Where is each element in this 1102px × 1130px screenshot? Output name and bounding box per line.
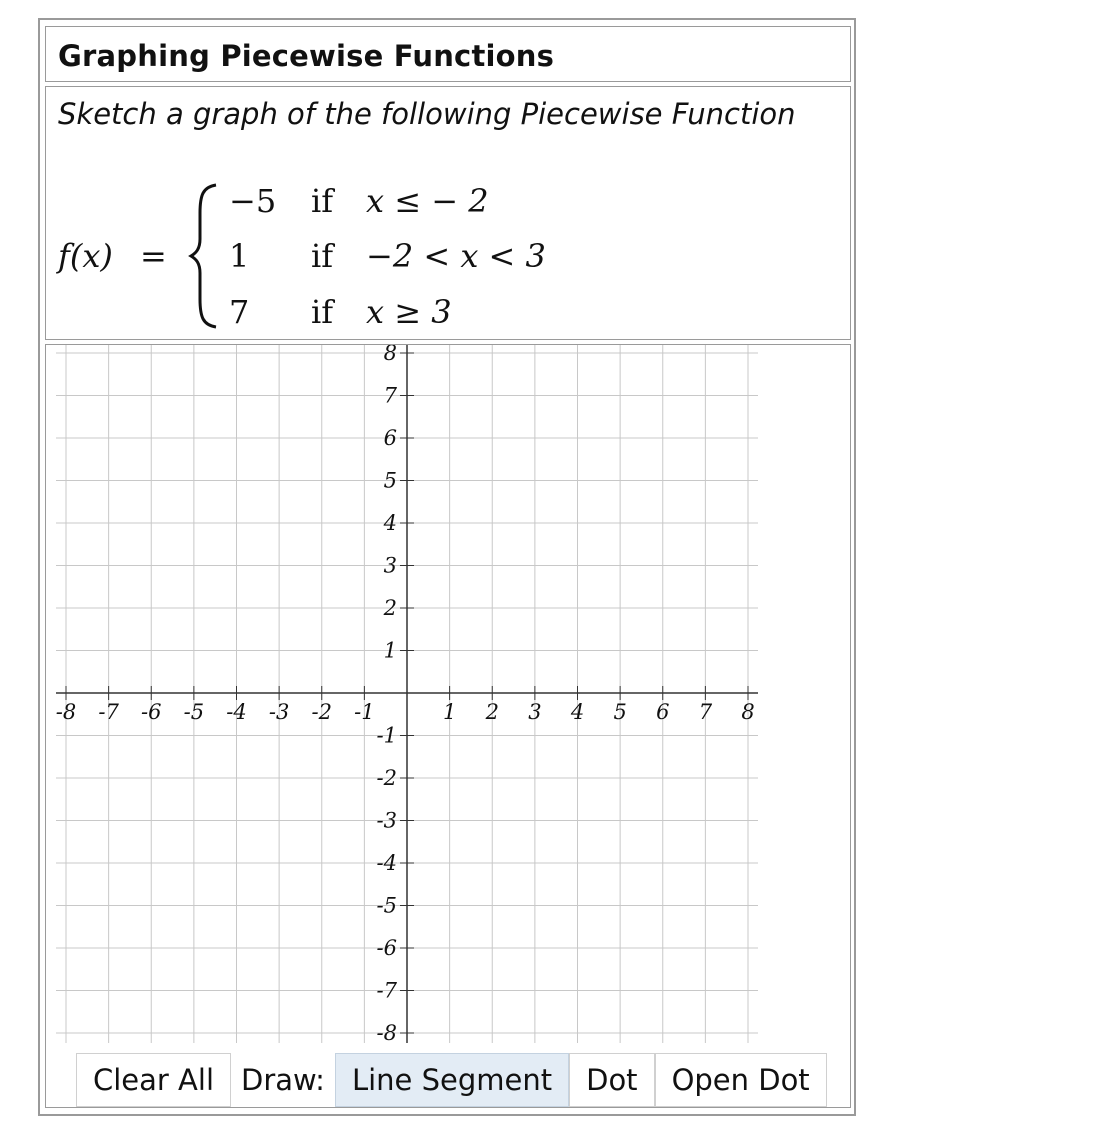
x-tick-label: -7	[98, 700, 119, 724]
problem-panel	[45, 86, 851, 340]
y-tick-label: -1	[376, 723, 397, 748]
clear-all-button[interactable]: Clear All	[76, 1053, 231, 1107]
x-tick-label: -4	[226, 700, 247, 724]
case-3-condition: x ≥ 3	[366, 293, 452, 331]
y-tick-label: 1	[383, 638, 397, 663]
y-tick-label: 3	[383, 553, 397, 578]
title-panel	[45, 26, 851, 82]
dot-button[interactable]: Dot	[569, 1053, 654, 1107]
x-tick-label: -8	[55, 700, 77, 724]
x-tick-label: -1	[354, 700, 375, 724]
y-tick-label: 4	[383, 511, 397, 535]
x-tick-label: 7	[698, 700, 713, 724]
problem-container	[38, 18, 856, 1116]
case-3-if: if	[311, 293, 334, 331]
open-dot-button[interactable]: Open Dot	[655, 1053, 827, 1107]
function-name: f(x)	[58, 237, 113, 275]
y-tick-label: 8	[383, 345, 397, 365]
drawing-toolbar	[76, 1053, 827, 1109]
x-tick-label: -5	[183, 700, 205, 724]
x-tick-label: 3	[528, 700, 542, 724]
y-tick-label: 2	[383, 596, 397, 620]
x-tick-label: 1	[442, 700, 457, 724]
x-tick-label: -6	[141, 700, 162, 724]
x-tick-label: 2	[485, 700, 499, 724]
y-tick-label: -3	[376, 808, 397, 833]
y-tick-label: 7	[383, 383, 397, 408]
y-tick-label: -7	[376, 978, 397, 1003]
y-tick-label: -4	[376, 851, 397, 875]
y-tick-label: -2	[376, 766, 397, 790]
line-segment-button[interactable]: Line Segment	[335, 1053, 569, 1107]
case-1-if: if	[311, 182, 334, 220]
left-brace	[186, 181, 226, 331]
case-3-value: 7	[229, 293, 250, 331]
y-tick-label: -6	[376, 936, 397, 960]
draw-label: Draw:	[231, 1053, 335, 1107]
graph-panel	[45, 344, 851, 1108]
y-tick-label: -8	[376, 1021, 397, 1045]
case-2-value: 1	[229, 237, 250, 275]
x-tick-label: 4	[570, 700, 585, 724]
x-tick-label: -3	[268, 700, 290, 724]
x-tick-label: 6	[656, 700, 670, 724]
x-tick-label: -2	[311, 700, 332, 724]
x-tick-label: 5	[613, 700, 627, 724]
y-tick-label: 6	[383, 426, 397, 450]
coordinate-grid[interactable]	[46, 345, 850, 1050]
y-tick-label: -5	[376, 893, 397, 918]
case-2-if: if	[311, 237, 334, 275]
equals-sign: =	[140, 237, 167, 275]
case-1-condition: x ≤ − 2	[366, 182, 489, 220]
case-2-condition: −2 < x < 3	[366, 237, 546, 275]
x-tick-label: 8	[741, 700, 755, 724]
page-title: Graphing Piecewise Functions	[58, 39, 555, 73]
case-1-value: −5	[229, 182, 277, 220]
problem-instruction: Sketch a graph of the following Piecewise Function	[58, 97, 796, 131]
y-tick-label: 5	[383, 468, 397, 493]
